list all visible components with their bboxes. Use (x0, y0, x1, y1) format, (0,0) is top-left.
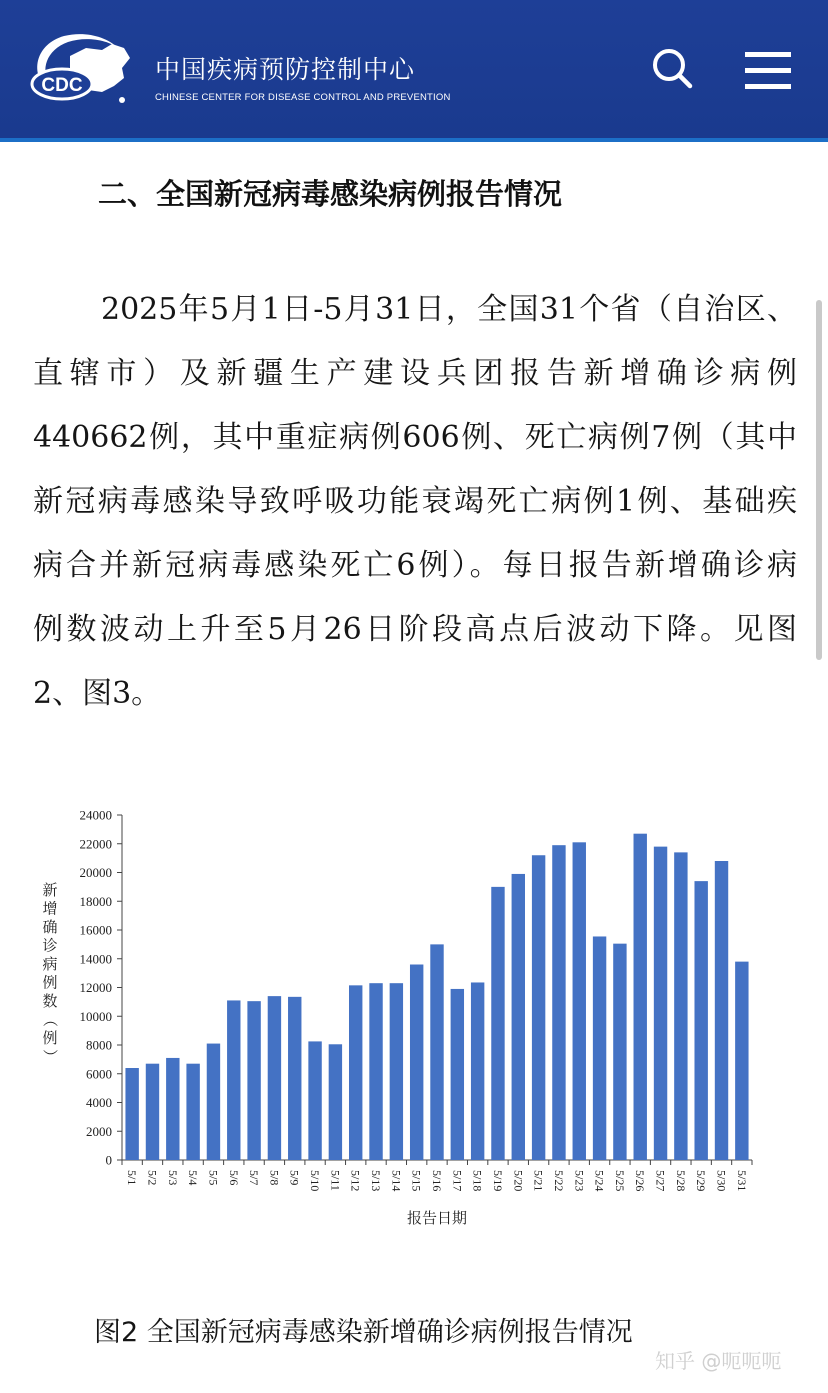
y-tick-label: 14000 (79, 951, 112, 967)
org-name-cn: 中国疾病预防控制中心 (155, 55, 416, 84)
figure-caption: 图2 全国新冠病毒感染新增确诊病例报告情况 (94, 1317, 633, 1348)
x-tick-label: 5/3 (165, 1170, 180, 1186)
x-tick-label: 5/9 (287, 1170, 302, 1186)
paragraph-line: 2025年5月1日-5月31日，全国31个省（自治区、 (101, 292, 797, 327)
site-header (0, 0, 828, 142)
bar (308, 1041, 321, 1160)
x-tick-label: 5/23 (572, 1170, 587, 1192)
bar (634, 834, 647, 1160)
x-tick-label: 5/4 (186, 1170, 201, 1186)
bar (654, 847, 667, 1160)
logo-text: CDC (41, 75, 83, 96)
paragraph-line: 新冠病毒感染导致呼吸功能衰竭死亡病例1例、基础疾 (33, 484, 797, 519)
paragraph-line: 直辖市）及新疆生产建设兵团报告新增确诊病例 (33, 356, 797, 391)
scrollbar[interactable] (816, 300, 822, 660)
menu-icon[interactable] (745, 50, 791, 90)
y-tick-label: 18000 (79, 893, 112, 909)
bar (349, 985, 362, 1160)
x-tick-label: 5/15 (409, 1170, 424, 1192)
y-axis-title-char: 增 (42, 901, 58, 918)
bar (369, 983, 382, 1160)
x-tick-label: 5/6 (226, 1170, 241, 1186)
x-tick-label: 5/8 (267, 1170, 282, 1186)
daily-cases-chart (30, 795, 770, 1245)
x-tick-label: 5/14 (389, 1170, 404, 1192)
x-tick-label: 5/16 (430, 1170, 444, 1192)
y-axis-title-char: 诊 (42, 938, 58, 955)
search-icon[interactable] (650, 46, 694, 90)
bar (715, 861, 728, 1160)
y-tick-label: 2000 (86, 1123, 112, 1139)
x-tick-label: 5/2 (145, 1170, 160, 1186)
x-ticks (122, 1160, 752, 1191)
bar (410, 965, 423, 1161)
paragraph-line: 病合并新冠病毒感染死亡6例）。每日报告新增确诊病 (33, 548, 797, 583)
y-tick-label: 12000 (79, 980, 112, 995)
paragraph-line: 440662例，其中重症病例606例、死亡病例7例（其中 (33, 420, 797, 455)
y-ticks (80, 808, 123, 1168)
bar (613, 944, 626, 1160)
org-name-en: CHINESE CENTER FOR DISEASE CONTROL AND PREVENTION (155, 92, 451, 103)
y-axis-title-char: ） (41, 1048, 57, 1065)
bar (471, 982, 484, 1160)
bar (593, 936, 606, 1160)
x-tick-label: 5/10 (308, 1170, 323, 1192)
y-tick-label: 8000 (86, 1037, 112, 1053)
y-axis-title-char: （ (41, 1011, 57, 1028)
y-axis-title-char: 新 (42, 883, 58, 899)
y-tick-label: 10000 (79, 1008, 112, 1024)
y-tick-label: 16000 (79, 922, 112, 938)
x-tick-label: 5/29 (694, 1170, 709, 1192)
y-tick-label: 20000 (79, 865, 112, 880)
bar (146, 1064, 159, 1160)
x-tick-label: 5/13 (369, 1170, 384, 1192)
bar (552, 845, 565, 1160)
bar (532, 855, 545, 1160)
y-axis-title-char: 确 (42, 920, 58, 936)
cdc-logo[interactable] (26, 26, 138, 116)
y-axis-title-char: 例 (42, 975, 58, 992)
paragraph-line: 2、图3。 (33, 676, 162, 711)
x-tick-label: 5/1 (125, 1170, 140, 1186)
bars (125, 834, 748, 1160)
x-tick-label: 5/7 (247, 1170, 262, 1186)
bar (268, 996, 281, 1160)
bar (573, 842, 586, 1160)
bar (207, 1044, 220, 1160)
x-tick-label: 5/18 (470, 1170, 485, 1192)
y-tick-label: 4000 (86, 1095, 112, 1110)
x-tick-label: 5/30 (714, 1170, 729, 1192)
bar (288, 997, 301, 1160)
bar (491, 887, 504, 1160)
bar (694, 881, 707, 1160)
x-tick-label: 5/20 (511, 1170, 526, 1192)
y-tick-label: 0 (105, 1152, 112, 1168)
section-title: 二、全国新冠病毒感染病例报告情况 (98, 177, 563, 211)
x-tick-label: 5/28 (673, 1170, 688, 1192)
y-tick-label: 6000 (86, 1066, 112, 1082)
bar (227, 1000, 240, 1160)
x-tick-label: 5/5 (206, 1170, 221, 1186)
x-tick-label: 5/25 (612, 1170, 627, 1192)
x-tick-label: 5/27 (653, 1170, 668, 1192)
x-tick-label: 5/17 (450, 1170, 465, 1192)
paragraph-line: 例数波动上升至5月26日阶段高点后波动下降。见图 (33, 612, 797, 647)
x-tick-label: 5/31 (734, 1170, 749, 1192)
x-tick-label: 5/24 (592, 1170, 607, 1192)
y-tick-label: 24000 (79, 807, 112, 823)
x-tick-label: 5/11 (328, 1170, 343, 1191)
x-tick-label: 5/26 (633, 1170, 648, 1192)
x-tick-label: 5/22 (551, 1170, 566, 1192)
y-axis-title-char: 病 (42, 957, 58, 973)
bar (512, 874, 525, 1160)
bar (430, 944, 443, 1160)
bar (247, 1001, 260, 1160)
bar (186, 1064, 199, 1160)
x-tick-label: 5/21 (531, 1170, 546, 1192)
bar (451, 989, 464, 1160)
y-tick-label: 22000 (79, 836, 112, 852)
bar (125, 1068, 138, 1160)
x-tick-label: 5/19 (490, 1170, 505, 1192)
bar (390, 983, 403, 1160)
bar (674, 852, 687, 1160)
bar (329, 1044, 342, 1160)
watermark: 知乎 @呃呃呃 (655, 1349, 782, 1373)
x-tick-label: 5/12 (348, 1170, 363, 1192)
y-axis-title-char: 数 (42, 994, 58, 1010)
y-axis-title (41, 882, 58, 1064)
y-axis-title-char: 例 (42, 1031, 58, 1047)
bar (166, 1058, 179, 1160)
article-paragraph (33, 278, 797, 726)
x-axis-title: 报告日期 (406, 1211, 468, 1227)
bar (735, 962, 748, 1160)
